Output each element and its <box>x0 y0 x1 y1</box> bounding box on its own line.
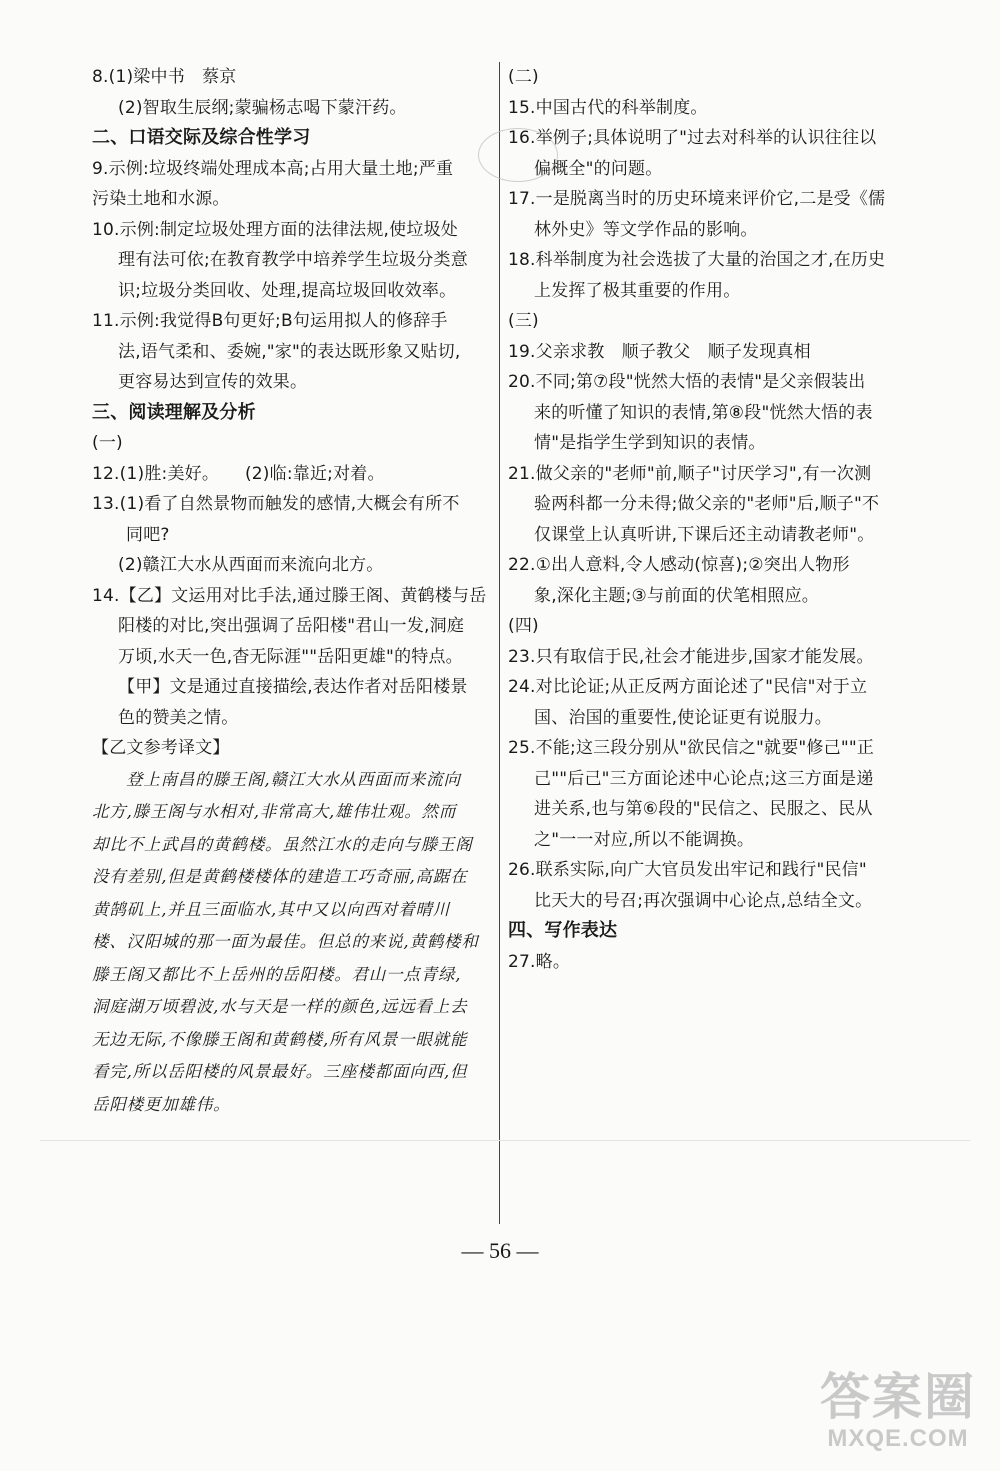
text-line: 26.联系实际,向广大官员发出牢记和践行"民信" <box>508 860 867 880</box>
text-line: 污染土地和水源。 <box>92 189 230 209</box>
ink-stamp <box>478 128 558 182</box>
text-line: 法,语气柔和、委婉,"家"的表达既形象又贴切, <box>118 341 461 362</box>
text-line: 比天大的号召;再次强调中心论点,总结全文。 <box>534 890 873 911</box>
text-line: 登上南昌的滕王阁,赣江大水从西面而来流向 <box>126 769 461 789</box>
page-number: — 56 — <box>461 1238 539 1263</box>
text-line: 22.①出人意料,令人感动(惊喜);②突出人物形 <box>508 555 850 575</box>
text-line: 仅课堂上认真听讲,下课后还主动请教老师"。 <box>534 524 875 545</box>
text-line: 20.不同;第⑦段"恍然大悟的表情"是父亲假装出 <box>508 372 866 392</box>
text-line: 24.对比论证;从正反两方面论述了"民信"对于立 <box>508 677 868 697</box>
column-divider <box>499 62 500 1224</box>
text-line: 进关系,也与第⑥段的"民信之、民服之、民从 <box>534 799 873 819</box>
text-line: 12.(1)胜:美好。 (2)临:靠近;对着。 <box>92 463 385 484</box>
text-line: 25.不能;这三段分别从"欲民信之"就要"修己""正 <box>508 738 875 758</box>
text-line: 14.【乙】文运用对比手法,通过滕王阁、黄鹤楼与岳 <box>92 585 487 606</box>
text-line: 之"一一对应,所以不能调换。 <box>534 829 755 850</box>
text-line: 识;垃圾分类回收、处理,提高垃圾回收效率。 <box>118 280 457 301</box>
text-line: 林外史》等文学作品的影响。 <box>534 219 758 240</box>
text-line: 来的听懂了知识的表情,第⑧段"恍然大悟的表 <box>534 402 873 423</box>
text-line: 27.略。 <box>508 951 571 972</box>
text-line: 万顷,水天一色,杳无际涯""岳阳更雄"的特点。 <box>118 646 463 667</box>
text-line: 21.做父亲的"老师"前,顺子"讨厌学习",有一次测 <box>508 463 872 484</box>
text-line: 9.示例:垃圾终端处理成本高;占用大量土地;严重 <box>92 158 454 179</box>
text-line: 己""后己"三方面论述中心论点;这三方面是递 <box>534 768 874 789</box>
section-heading: 二、口语交际及综合性学习 <box>92 127 311 148</box>
watermark-url: MXQE.COM <box>827 1425 969 1452</box>
text-line: (2)智取生辰纲;蒙骗杨志喝下蒙汗药。 <box>118 97 407 118</box>
text-line: 洞庭湖万顷碧波,水与天是一样的颜色,远远看上去 <box>92 997 468 1016</box>
text-line: 楼、汉阳城的那一面为最佳。但总的来说,黄鹤楼和 <box>92 932 479 951</box>
text-line: 更容易达到宣传的效果。 <box>118 372 308 392</box>
text-line: 偏概全"的问题。 <box>534 158 663 179</box>
text-line: 理有法可依;在教育教学中培养学生垃圾分类意 <box>118 250 468 270</box>
text-line: 15.中国古代的科举制度。 <box>508 97 708 118</box>
text-line: 【甲】文是通过直接描绘,表达作者对岳阳楼景 <box>118 677 468 697</box>
left-column <box>92 62 497 1121</box>
text-line: 18.科举制度为社会选拔了大量的治国之才,在历史 <box>508 250 886 270</box>
watermark-title: 答案圈 <box>820 1369 976 1425</box>
text-line: (一) <box>92 433 123 453</box>
text-line: 滕王阁又都比不上岳州的岳阳楼。君山一点青绿, <box>92 964 462 984</box>
text-line: (2)赣江大水从西面而来流向北方。 <box>118 555 384 575</box>
section-heading: 三、阅读理解及分析 <box>92 401 256 423</box>
text-line: 岳阳楼更加雄伟。 <box>92 1094 231 1114</box>
text-line: 没有差别,但是黄鹤楼楼体的建造工巧奇丽,高踞在 <box>92 867 468 886</box>
text-line: 却比不上武昌的黄鹤楼。虽然江水的走向与滕王阁 <box>92 834 473 854</box>
text-line: 同吧? <box>126 524 170 545</box>
text-line: 19.父亲求教 顺子教父 顺子发现真相 <box>508 341 811 362</box>
text-line: 无边无际,不像滕王阁和黄鹤楼,所有风景一眼就能 <box>92 1029 468 1049</box>
right-column <box>508 62 908 977</box>
text-line: 11.示例:我觉得B句更好;B句运用拟人的修辞手 <box>92 311 448 331</box>
watermark <box>820 1369 976 1453</box>
section-heading: 四、写作表达 <box>508 920 618 941</box>
text-line: 象,深化主题;③与前面的伏笔相照应。 <box>534 585 819 606</box>
text-line: 17.一是脱离当时的历史环境来评价它,二是受《儒 <box>508 189 886 209</box>
text-line: 23.只有取信于民,社会才能进步,国家才能发展。 <box>508 646 874 667</box>
text-line: 10.示例:制定垃圾处理方面的法律法规,使垃圾处 <box>92 219 458 240</box>
text-line: 情"是指学生学到知识的表情。 <box>534 433 766 453</box>
faint-rule <box>40 1140 970 1141</box>
text-line: 国、治国的重要性,使论证更有说服力。 <box>534 707 833 728</box>
text-line: 13.(1)看了自然景物而触发的感情,大概会有所不 <box>92 494 460 514</box>
text-line: 验两科都一分未得;做父亲的"老师"后,顺子"不 <box>534 494 880 514</box>
text-line: (四) <box>508 616 539 636</box>
text-line: 北方,滕王阁与水相对,非常高大,雄伟壮观。然而 <box>92 802 457 821</box>
text-line: 色的赞美之情。 <box>118 707 239 728</box>
text-line: 看完,所以岳阳楼的风景最好。三座楼都面向西,但 <box>92 1062 468 1081</box>
text-line: 16.举例子;具体说明了"过去对科举的认识往往以 <box>508 128 877 148</box>
text-line: 8.(1)梁中书 蔡京 <box>92 67 237 87</box>
text-line: (二) <box>508 67 539 87</box>
text-line: 黄鹄矶上,并且三面临水,其中又以向西对着晴川 <box>92 899 451 919</box>
text-line: (三) <box>508 311 539 331</box>
text-line: 【乙文参考译文】 <box>92 738 230 758</box>
text-line: 阳楼的对比,突出强调了岳阳楼"君山一发,洞庭 <box>118 616 465 636</box>
text-line: 上发挥了极其重要的作用。 <box>534 280 741 301</box>
